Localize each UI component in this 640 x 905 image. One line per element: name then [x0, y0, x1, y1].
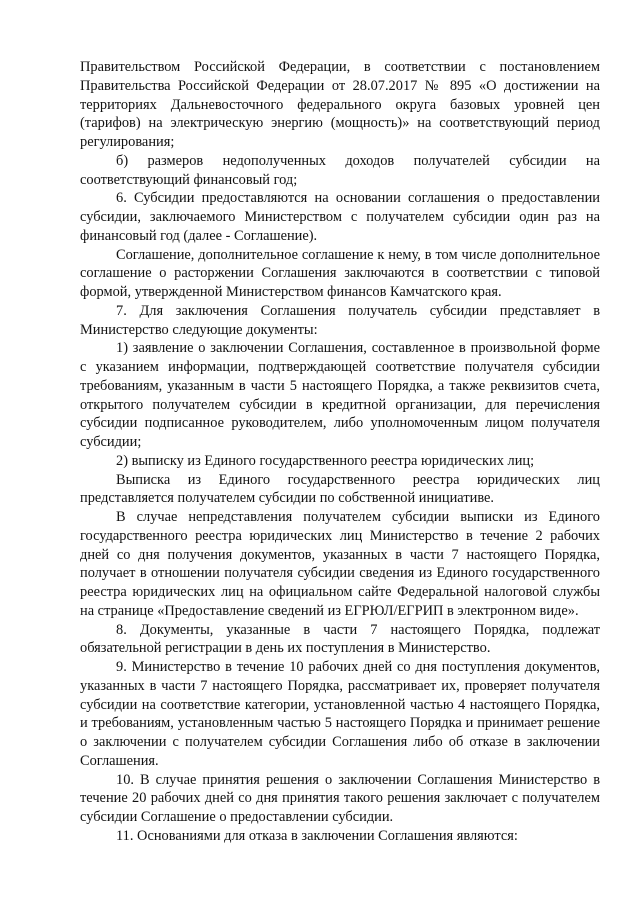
paragraph: 7. Для заключения Соглашения получатель субсидии представляет в Министерство следующие документы: [80, 302, 600, 338]
paragraph: В случае непредставления получателем субсидии выписки из Единого государственного реестра юридических лиц Министерство в течение 2 рабочих дней со дня получения документов, указанных в части 7 настоящего Порядка, получает в отношении получателя субсидии сведения из Единого государственного реестра юридических лиц на официальном сайте Федеральной налоговой службы на странице «Предоставление сведений из ЕГРЮЛ/ЕГРИП в электронном виде». [80, 509, 600, 619]
paragraph: 8. Документы, указанные в части 7 настоящего Порядка, подлежат обязательной регистрации в день их поступления в Министерство. [80, 621, 600, 657]
paragraph: 9. Министерство в течение 10 рабочих дней со дня поступления документов, указанных в части 7 настоящего Порядка, рассматривает их, проверяет получателя субсидии на соответствие категории, установленной частью 4 настоящего Порядка, и требованиям, установленным частью 5 настоящего Порядка и принимает решение о заключении с получателем субсидии Соглашения либо об отказе в заключении Соглашения. [80, 659, 600, 769]
paragraph: Соглашение, дополнительное соглашение к нему, в том числе дополнительное соглашение о расторжении Соглашения заключаются в соответствии с типовой формой, утвержденной Министерством финансов Камчатского края. [80, 246, 600, 300]
paragraph: 2) выписку из Единого государственного реестра юридических лиц; [116, 452, 535, 469]
paragraph: Выписка из Единого государственного реестра юридических лиц представляется получателем субсидии по собственной инициативе. [80, 471, 600, 507]
paragraph: 10. В случае принятия решения о заключении Соглашения Министерство в течение 20 рабочих дней со дня принятия такого решения заключает с получателем субсидии Соглашение о предоставлении субсидии. [80, 771, 600, 825]
paragraph: 1) заявление о заключении Соглашения, составленное в произвольной форме с указанием информации, подтверждающей соответствие получателя субсидии требованиям, указанным в части 5 настоящего Порядка, а также реквизитов счета, открытого получателем субсидии в кредитной организации, для перечисления субсидии подписанное руководителем, либо уполномоченным лицом получателя субсидии; [80, 340, 600, 450]
paragraph: 11. Основаниями для отказа в заключении Соглашения являются: [116, 827, 518, 844]
paragraph: Правительством Российской Федерации, в соответствии с постановлением Правительства Российской Федерации от 28.07.2017 № 895 «О достижении на территориях Дальневосточного федерального округа базовых уровней цен (тарифов) на электрическую энергию (мощность)» на соответствующий период регулирования; [80, 59, 600, 150]
paragraph: 6. Субсидии предоставляются на основании соглашения о предоставлении субсидии, заключаемого Министерством с получателем субсидии один раз на финансовый год (далее - Соглашение). [80, 190, 600, 244]
paragraph: б) размеров недополученных доходов получателей субсидии на соответствующий финансовый год; [80, 152, 600, 188]
